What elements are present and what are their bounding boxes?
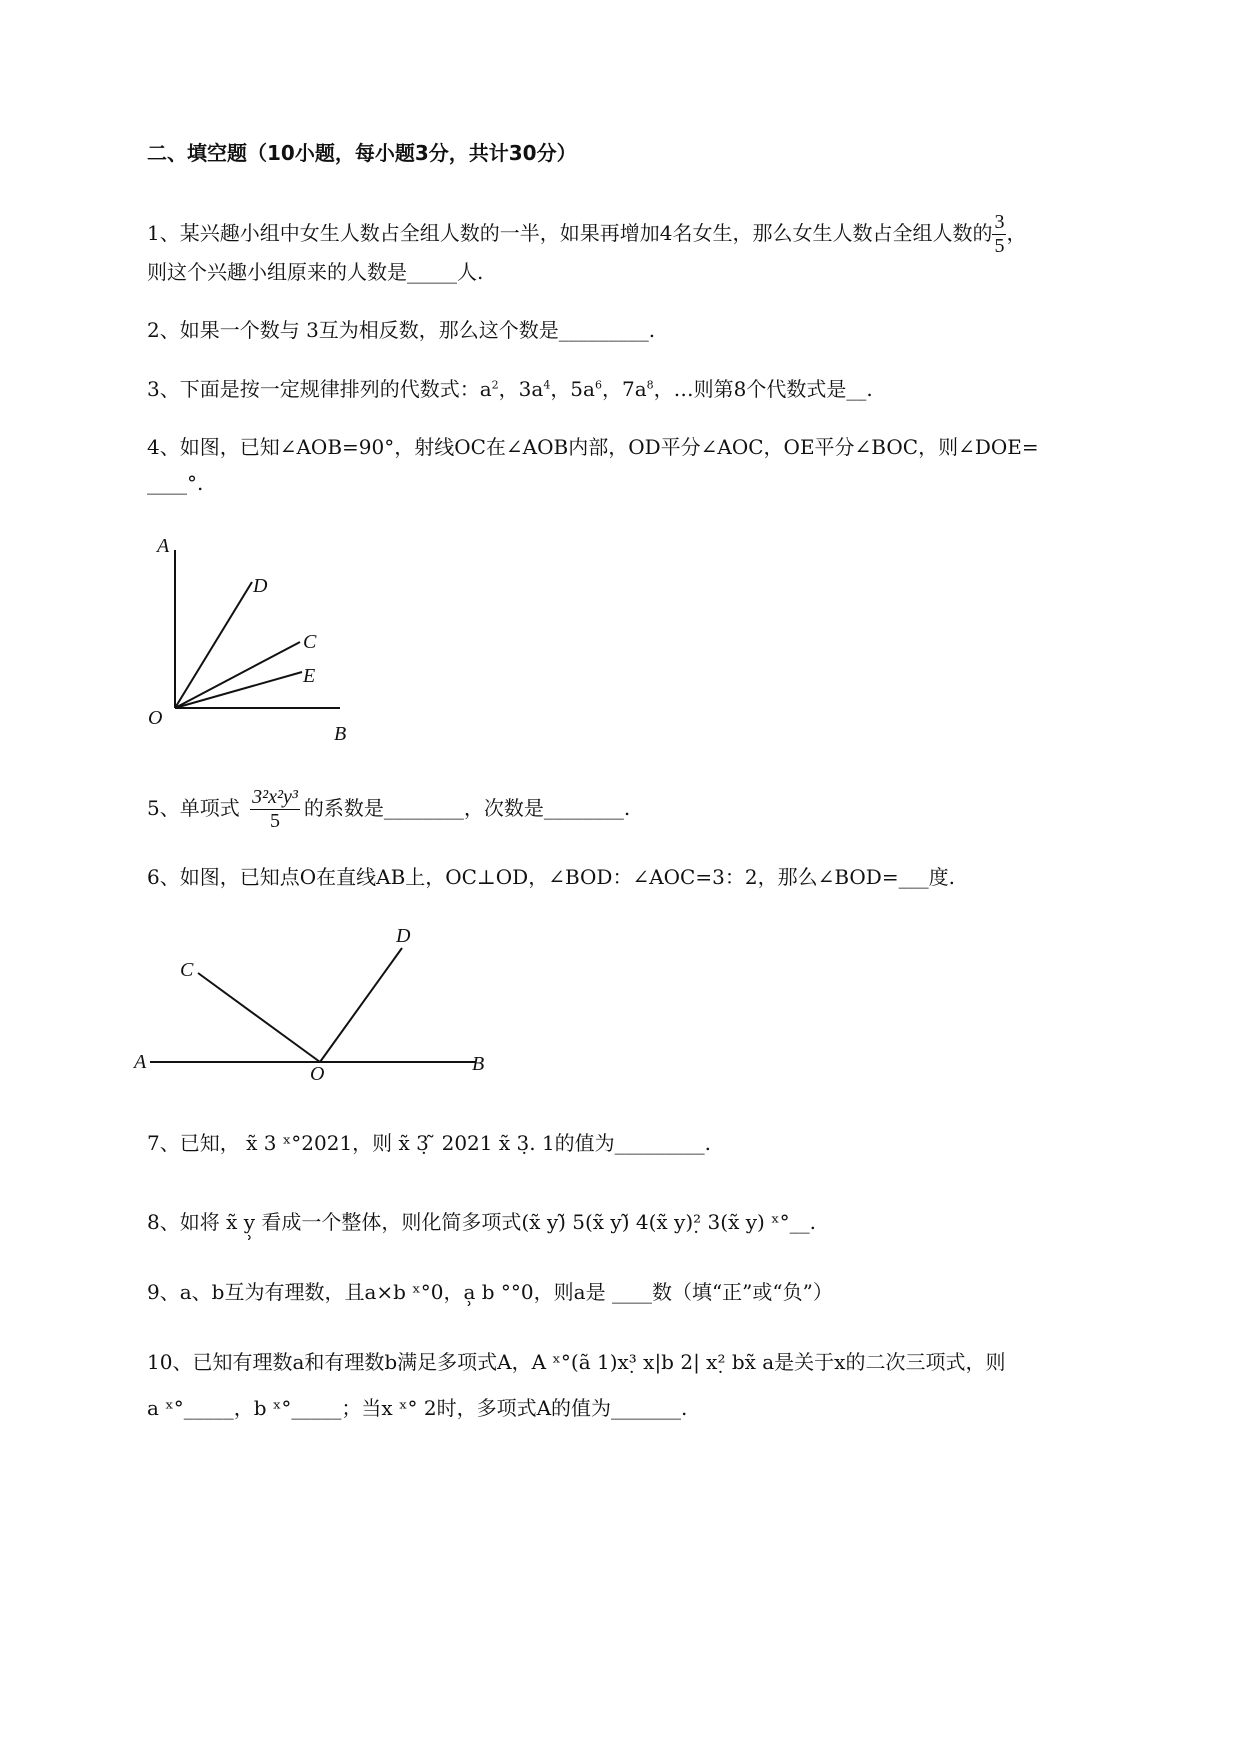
- exponent-4: 8: [646, 378, 654, 392]
- label-a: A: [157, 535, 170, 557]
- fraction-denominator: 5: [994, 235, 1005, 257]
- monomial-denominator: 5: [269, 810, 280, 832]
- question-4-line1: 4、如图，已知∠AOB=90°，射线OC在∠AOB内部，OD平分∠AOC，OE平分∠BOC，则∠DOE=: [147, 435, 1039, 459]
- fraction-3-5: [992, 211, 1006, 258]
- label-e: E: [303, 665, 316, 687]
- monomial-fraction: [250, 786, 300, 833]
- question-3-text-5: ，…则第8个代数式是__.: [653, 377, 873, 401]
- question-1-text: 1、某兴趣小组中女生人数占全组人数的一半，如果再增加4名女生，那么女生人数占全组人数的: [147, 221, 993, 245]
- question-4-line2: ____°.: [147, 471, 204, 495]
- question-10-line1: 10、已知有理数a和有理数b满足多项式A，A ˣ°(ã 1)x³̣ x|b 2| x²̣ bx̃ a是关于x的二次三项式，则: [147, 1350, 1006, 1374]
- question-3-text-3: ，5a: [550, 377, 595, 401]
- ray-od: [320, 948, 402, 1062]
- exponent-2: 4: [543, 378, 551, 392]
- ray-oc: [175, 642, 300, 708]
- label-b: B: [334, 723, 347, 745]
- question-1-line2: 则这个兴趣小组原来的人数是_____人.: [147, 260, 484, 284]
- figure-line-ab: [130, 920, 500, 1090]
- question-9: 9、a、b互为有理数，且a×b ˣ°0，a̹ b °°0，则a是 ____数（填“正”或“负”）: [147, 1280, 833, 1304]
- question-1-line1: [147, 211, 1026, 258]
- label-a: A: [134, 1051, 147, 1073]
- question-3-text-4: ，7a: [601, 377, 647, 401]
- question-5-prefix: 5、单项式: [147, 796, 247, 820]
- label-c: C: [303, 631, 317, 653]
- question-2: 2、如果一个数与 3互为相反数，那么这个数是_________.: [147, 318, 656, 342]
- label-c: C: [180, 959, 194, 981]
- figure-angle-aob: [140, 530, 380, 750]
- question-5-suffix: 的系数是________，次数是________.: [303, 796, 631, 820]
- question-6: 6、如图，已知点O在直线AB上，OC⊥OD，∠BOD：∠AOC=3：2，那么∠BOD=___度.: [147, 865, 955, 889]
- monomial-numerator: 3²x²y³: [252, 786, 298, 808]
- section-title: 二、填空题（10小题，每小题3分，共计30分）: [147, 141, 577, 165]
- label-o: O: [148, 707, 163, 729]
- exponent-1: 2: [491, 378, 499, 392]
- question-7: 7、已知， x̃ 3 ˣ°2021，则 x̃ 3̣ ̃ 2021 x̃ 3̣. 1的值为_________.: [147, 1131, 712, 1155]
- question-3-text-1: 3、下面是按一定规律排列的代数式：a: [147, 377, 492, 401]
- question-5: [147, 786, 630, 833]
- label-o: O: [310, 1063, 325, 1085]
- label-d: D: [396, 925, 411, 947]
- label-b: B: [472, 1053, 485, 1075]
- question-8: 8、如将 x̃ y̹ 看成一个整体，则化简多项式(x̃ y)̃ 5(x̃ y)̃ 4(x̃ y)²̣ 3(x̃ y) ˣ°__.: [147, 1210, 816, 1234]
- question-3: [147, 379, 873, 399]
- label-d: D: [253, 575, 268, 597]
- exponent-3: 6: [594, 378, 602, 392]
- ray-oc: [198, 973, 320, 1062]
- question-1-comma: ，: [1006, 221, 1027, 245]
- question-10-line2: a ˣ°_____，b ˣ°_____；当x ˣ° 2时，多项式A的值为_______.: [147, 1396, 688, 1420]
- fraction-numerator: 3: [994, 211, 1005, 233]
- question-3-text-2: ，3a: [498, 377, 544, 401]
